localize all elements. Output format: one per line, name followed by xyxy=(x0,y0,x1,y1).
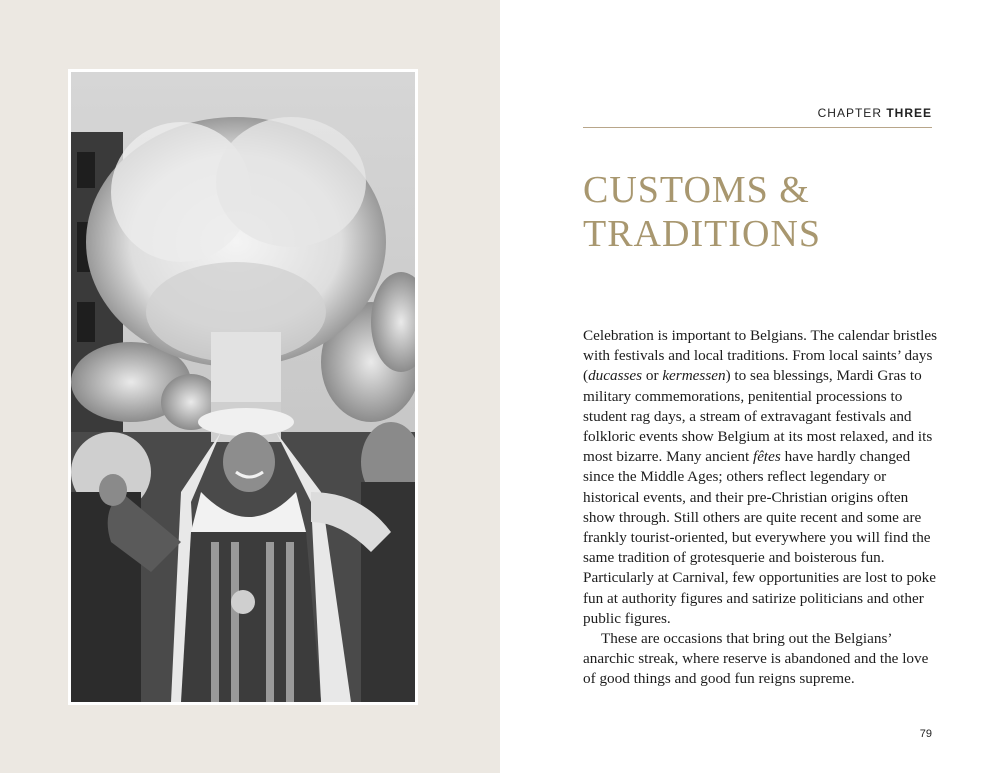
body-text xyxy=(583,326,939,690)
chapter-number: THREE xyxy=(886,106,932,120)
photo-frame xyxy=(68,69,418,705)
chapter-title-line-2: TRADITIONS xyxy=(583,213,821,255)
term-ducasses: ducasses xyxy=(588,367,643,385)
right-page xyxy=(500,0,1000,773)
chapter-title-line-1: CUSTOMS & xyxy=(583,169,810,211)
paragraph-2: These are occasions that bring out the Belgians’ anarchic streak, where reserve is abandoned and the love of good things and good fun reigns supreme. xyxy=(583,630,929,688)
chapter-prefix: CHAPTER xyxy=(817,106,882,120)
term-fetes: fêtes xyxy=(752,448,781,466)
term-kermessen: kermessen xyxy=(662,367,726,385)
chapter-divider xyxy=(583,127,932,128)
page-number: 79 xyxy=(919,728,932,740)
chapter-title xyxy=(583,168,821,256)
chapter-label xyxy=(818,106,932,120)
carnival-gille-photo-icon xyxy=(71,72,415,702)
paragraph-1: Celebration is important to Belgians. The calendar bristles with festivals and local traditions. From local saints’ days (ducasses or kermessen) to sea blessings, Mardi Gras to military commemorations, penitential processions to student rag days, a stream of extravagant festivals and folkloric events show Belgium at its most relaxed, and its most bizarre. Many ancient fêtes have hardly changed since the Middle Ages; others reflect legendary or historical events, and their pre-Christian origins often show through. Still others are quite recent and some are frankly tourist-oriented, but everywhere you will find the same tradition of grotesquerie and boisterous fun. Particularly at Carnival, few opportunities are lost to poke fun at authority figures and satirize politicians and other public figures. xyxy=(583,327,938,627)
